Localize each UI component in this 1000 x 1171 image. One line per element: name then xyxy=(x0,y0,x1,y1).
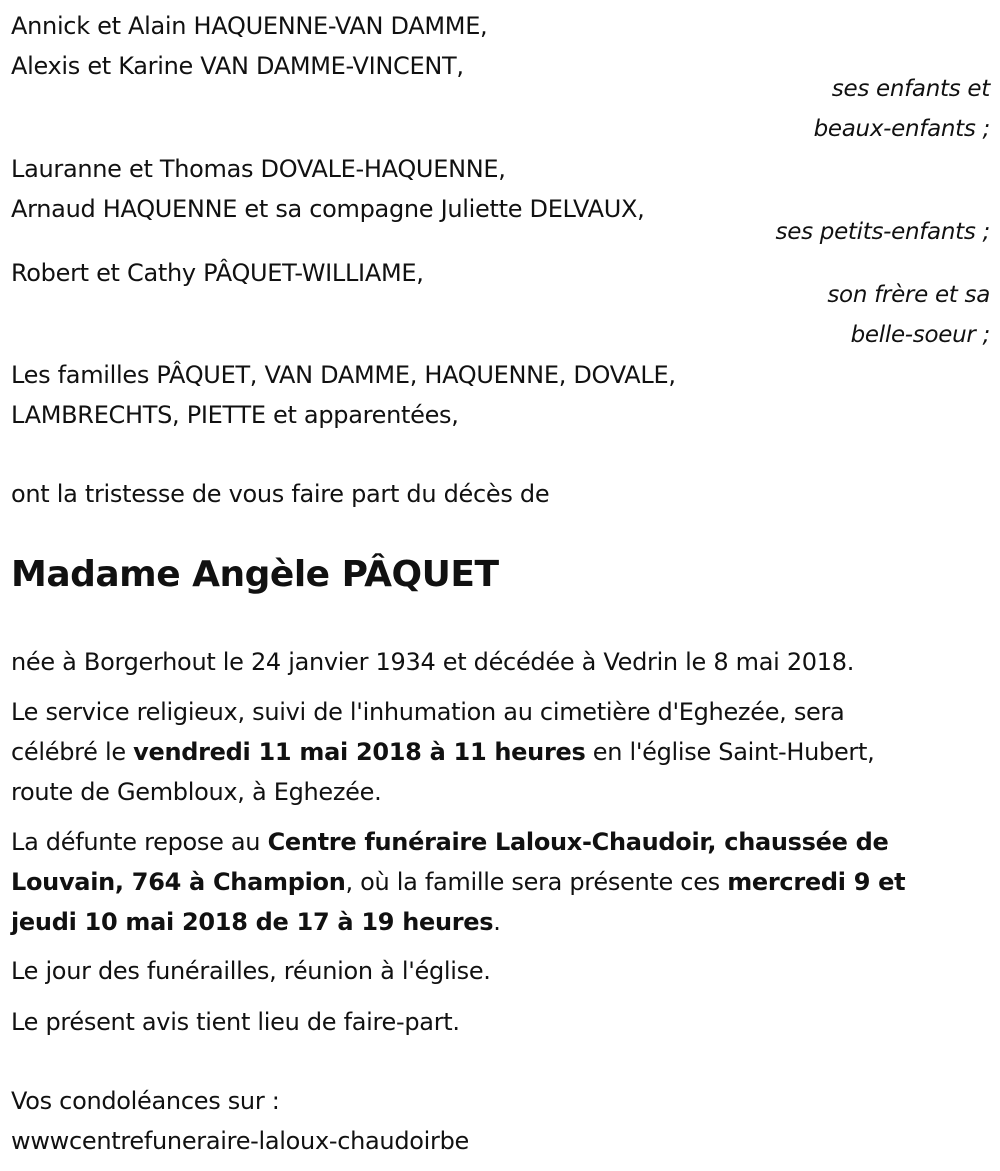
deceased-name: Madame Angèle PÂQUET xyxy=(11,554,499,595)
family-line: Lauranne et Thomas DOVALE-HAQUENNE, xyxy=(11,155,506,183)
service-text: route de Gembloux, à Eghezée. xyxy=(11,778,382,806)
family-line: Annick et Alain HAQUENNE-VAN DAMME, xyxy=(11,12,488,40)
relation-label: ses petits-enfants ; xyxy=(775,219,990,245)
relation-label: ses enfants et xyxy=(831,76,990,102)
visitation-text: Louvain, 764 à Champion, où la famille sera présente ces mercredi 9 et xyxy=(11,868,906,896)
funeral-home: Louvain, 764 à Champion xyxy=(11,868,346,896)
funeral-day-text: Le jour des funérailles, réunion à l'église. xyxy=(11,957,491,985)
visitation-dates: jeudi 10 mai 2018 de 17 à 19 heures xyxy=(11,908,494,936)
family-line: Robert et Cathy PÂQUET-WILLIAME, xyxy=(11,259,424,287)
announcement-text: ont la tristesse de vous faire part du décès de xyxy=(11,480,550,508)
relation-label: beaux-enfants ; xyxy=(813,116,990,142)
visitation-text: jeudi 10 mai 2018 de 17 à 19 heures. xyxy=(11,908,501,936)
birth-death-text: née à Borgerhout le 24 janvier 1934 et décédée à Vedrin le 8 mai 2018. xyxy=(11,648,855,676)
notice-text: Le présent avis tient lieu de faire-part. xyxy=(11,1008,460,1036)
family-line: Arnaud HAQUENNE et sa compagne Juliette DELVAUX, xyxy=(11,195,645,223)
condolences-label: Vos condoléances sur : xyxy=(11,1087,280,1115)
visitation-dates: mercredi 9 et xyxy=(727,868,906,896)
service-datetime: vendredi 11 mai 2018 à 11 heures xyxy=(133,738,586,766)
family-line: Les familles PÂQUET, VAN DAMME, HAQUENNE, DOVALE, xyxy=(11,361,676,389)
family-line: Alexis et Karine VAN DAMME-VINCENT, xyxy=(11,52,464,80)
funeral-home: Centre funéraire Laloux-Chaudoir, chaussée de xyxy=(267,828,889,856)
family-line: LAMBRECHTS, PIETTE et apparentées, xyxy=(11,401,459,429)
relation-label: belle-soeur ; xyxy=(850,322,990,348)
relation-label: son frère et sa xyxy=(827,282,990,308)
visitation-text: La défunte repose au Centre funéraire Laloux-Chaudoir, chaussée de xyxy=(11,828,889,856)
service-text: Le service religieux, suivi de l'inhumation au cimetière d'Eghezée, sera xyxy=(11,698,845,726)
service-text: célébré le vendredi 11 mai 2018 à 11 heures en l'église Saint-Hubert, xyxy=(11,738,875,766)
condolences-url[interactable]: wwwcentrefuneraire-laloux-chaudoirbe xyxy=(11,1127,469,1155)
